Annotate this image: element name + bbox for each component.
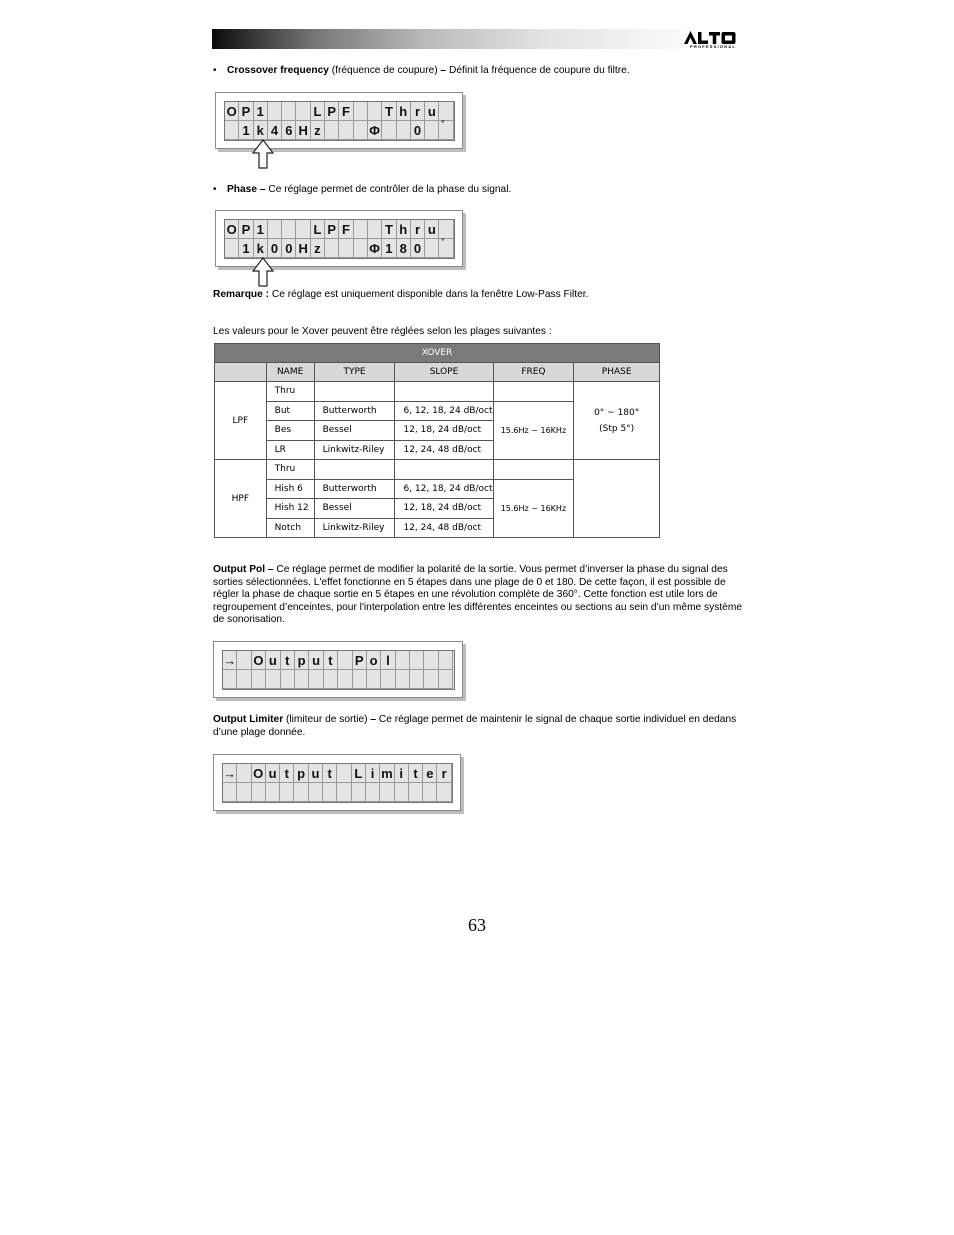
- lcd-char-cell: [223, 783, 237, 802]
- lcd-display-output-pol: [213, 641, 463, 698]
- lcd-char-cell: i: [395, 764, 409, 783]
- lcd-char-cell: [395, 783, 409, 802]
- lcd-char-cell: [382, 121, 396, 140]
- lcd-char-cell: [368, 220, 382, 239]
- lcd-char-cell: p: [295, 651, 309, 670]
- lcd-char-cell: [381, 670, 395, 689]
- xover-intro: Les valeurs pour le Xover peuvent être réglées selon les plages suivantes :: [213, 326, 552, 337]
- lcd-char-cell: 0: [282, 239, 296, 258]
- lcd-char-cell: L: [311, 102, 325, 121]
- lcd-char-cell: O: [225, 102, 239, 121]
- cell-slope: 12, 18, 24 dB/oct: [395, 499, 493, 519]
- table-header-type: TYPE: [314, 363, 395, 382]
- lcd-char-cell: [367, 670, 381, 689]
- lcd-char-cell: [252, 783, 266, 802]
- cell-type: Butterworth: [314, 479, 395, 499]
- lcd-char-cell: [223, 670, 237, 689]
- lcd-char-cell: [282, 220, 296, 239]
- cell-type: Bessel: [314, 499, 395, 519]
- lcd-char-cell: [337, 783, 351, 802]
- cell-name: But: [266, 401, 314, 421]
- lcd-char-cell: [237, 651, 251, 670]
- table-header-slope: SLOPE: [395, 363, 493, 382]
- lcd-char-cell: [410, 651, 424, 670]
- output-pol-dash: –: [265, 564, 274, 575]
- lcd-char-cell: [294, 783, 308, 802]
- phase-range-cell: [574, 382, 660, 460]
- lcd-char-cell: k: [254, 239, 268, 258]
- cell-slope: 6, 12, 18, 24 dB/oct: [395, 479, 493, 499]
- lcd-char-cell: z: [311, 239, 325, 258]
- lcd-char-cell: [366, 783, 380, 802]
- lcd-char-cell: m: [380, 764, 394, 783]
- lcd-char-cell: [439, 670, 453, 689]
- output-pol-text: Ce réglage permet de modifier la polarité de la sortie. Vous permet d’inverser la phase du signal des sorties sélectionnées. L'effet fonctionne en 5 étapes dans une plage de 0 et 180. De cette façon, il est possible de régler la phase de chaque sortie en 5 étapes en une révolution complète de 360°. Cette fonction est utile lors de regroupement d’enceintes, pour l'interpolation entre les différentes enceintes ou sections au sein d’un même système de sonorisation.: [213, 564, 742, 626]
- lcd-char-cell: [266, 670, 280, 689]
- lcd-char-cell: [266, 783, 280, 802]
- up-arrow-icon: [252, 139, 274, 169]
- lcd-char-cell: 1: [239, 121, 253, 140]
- lcd-char-cell: [423, 783, 437, 802]
- lcd-char-cell: T: [382, 220, 396, 239]
- alto-logo: [684, 31, 742, 49]
- cell-type: [314, 382, 395, 402]
- lcd-char-cell: l: [381, 651, 395, 670]
- table-header-freq: FREQ: [493, 363, 574, 382]
- lcd-char-cell: [282, 102, 296, 121]
- degree-symbol: °: [441, 237, 445, 246]
- lcd-char-cell: [396, 670, 410, 689]
- lcd-char-cell: [353, 670, 367, 689]
- lpf-group-label: LPF: [215, 382, 267, 460]
- lcd-char-cell: P: [353, 651, 367, 670]
- lcd-char-cell: [237, 670, 251, 689]
- cell-name: LR: [266, 440, 314, 460]
- crossover-paragraph: [227, 65, 630, 78]
- lcd-char-cell: u: [266, 651, 280, 670]
- lcd-char-cell: u: [425, 220, 439, 239]
- lcd-char-cell: L: [311, 220, 325, 239]
- lcd-char-cell: H: [296, 239, 310, 258]
- lcd-char-cell: t: [409, 764, 423, 783]
- table-header-phase: PHASE: [574, 363, 660, 382]
- lcd-char-cell: 1: [382, 239, 396, 258]
- lcd-char-cell: [437, 783, 451, 802]
- lcd-char-cell: P: [325, 220, 339, 239]
- crossover-paren: (fréquence de coupure): [328, 65, 441, 76]
- lcd-char-cell: r: [411, 102, 425, 121]
- lcd-char-cell: [338, 670, 352, 689]
- lcd-char-cell: F: [339, 220, 353, 239]
- phase-text: Ce réglage permet de contrôler de la phase du signal.: [265, 184, 512, 195]
- alto-logo-word: [684, 31, 742, 44]
- lcd-char-cell: [337, 764, 351, 783]
- lcd-char-cell: P: [239, 220, 253, 239]
- lcd-char-cell: [309, 783, 323, 802]
- lcd-char-cell: [296, 220, 310, 239]
- lcd-char-cell: i: [366, 764, 380, 783]
- lcd-char-cell: r: [411, 220, 425, 239]
- lcd-char-cell: [339, 239, 353, 258]
- lcd-char-cell: h: [397, 102, 411, 121]
- lcd-char-cell: [439, 651, 453, 670]
- hpf-freq-range: 15.6Hz ~ 16KHz: [493, 479, 574, 538]
- cell-name: Bes: [266, 421, 314, 441]
- degree-symbol: °: [441, 119, 445, 128]
- crossover-dash: –: [440, 65, 447, 76]
- cell-type: Linkwitz-Riley: [314, 518, 395, 538]
- lcd-char-cell: [368, 102, 382, 121]
- cell-type: Bessel: [314, 421, 395, 441]
- lcd-grid: [222, 763, 453, 803]
- lcd-char-cell: t: [323, 764, 337, 783]
- lcd-char-cell: u: [309, 764, 323, 783]
- xover-table-title: XOVER: [215, 344, 660, 363]
- lcd-char-cell: k: [254, 121, 268, 140]
- lcd-char-cell: u: [309, 651, 323, 670]
- header-gradient-bar: [212, 29, 682, 49]
- lcd-char-cell: t: [324, 651, 338, 670]
- remarque-label: Remarque :: [213, 289, 270, 300]
- lcd-char-cell: Φ: [368, 239, 382, 258]
- lcd-char-cell: [425, 237, 445, 258]
- lcd-char-cell: P: [325, 102, 339, 121]
- lcd-char-cell: z: [311, 121, 325, 140]
- output-limiter-text: Ce réglage permet de maintenir le signal de chaque sortie individuel en dedans d’une plage donnée.: [213, 714, 737, 738]
- cell-name: Hish 6: [266, 479, 314, 499]
- lcd-char-cell: 1: [254, 220, 268, 239]
- lcd-grid: [222, 650, 455, 690]
- lcd-char-cell: [354, 239, 368, 258]
- lcd-char-cell: [338, 651, 352, 670]
- lcd-char-cell: [352, 783, 366, 802]
- lcd-char-cell: [354, 102, 368, 121]
- hpf-group-label: HPF: [215, 460, 267, 538]
- bullet-marker: •: [213, 65, 217, 76]
- lcd-char-cell: [425, 119, 445, 140]
- remarque-paragraph: [213, 289, 588, 302]
- lcd-char-cell: O: [252, 651, 266, 670]
- lcd-char-cell: u: [425, 102, 439, 121]
- cell-slope: 12, 24, 48 dB/oct: [395, 440, 493, 460]
- lcd-char-cell: [237, 764, 251, 783]
- lcd-char-cell: [325, 239, 339, 258]
- cell-name: Thru: [266, 460, 314, 480]
- lcd-char-cell: F: [339, 102, 353, 121]
- cell-freq-empty: [493, 382, 574, 402]
- lcd-char-cell: 6: [282, 121, 296, 140]
- lcd-char-cell: [225, 121, 239, 140]
- lcd-char-cell: [396, 651, 410, 670]
- lcd-char-cell: 0: [411, 239, 425, 258]
- lcd-char-cell: O: [252, 764, 266, 783]
- lcd-char-cell: [281, 670, 295, 689]
- table-header-empty: [215, 363, 267, 382]
- lcd-display-output-limiter: [213, 754, 461, 811]
- output-limiter-dash: –: [370, 714, 377, 725]
- up-arrow-icon: [252, 257, 274, 287]
- lcd-char-cell: [424, 670, 438, 689]
- lcd-char-cell: T: [382, 102, 396, 121]
- output-limiter-label: Output Limiter: [213, 714, 284, 725]
- lcd-char-cell: →: [223, 764, 237, 783]
- lcd-char-cell: [323, 783, 337, 802]
- lcd-grid: [224, 219, 455, 259]
- lcd-grid: [224, 101, 455, 141]
- lcd-char-cell: [324, 670, 338, 689]
- lcd-char-cell: 8: [397, 239, 411, 258]
- phase-dash: –: [257, 184, 266, 195]
- lcd-char-cell: H: [296, 121, 310, 140]
- cell-slope: 12, 24, 48 dB/oct: [395, 518, 493, 538]
- lcd-char-cell: 4: [268, 121, 282, 140]
- cell-freq-empty: [493, 460, 574, 480]
- cell-slope: 12, 18, 24 dB/oct: [395, 421, 493, 441]
- xover-table: [214, 343, 660, 538]
- lcd-char-cell: [380, 783, 394, 802]
- lcd-char-cell: [354, 220, 368, 239]
- lcd-char-cell: 1: [254, 102, 268, 121]
- remarque-text: Ce réglage est uniquement disponible dans la fenêtre Low-Pass Filter.: [269, 289, 589, 300]
- lcd-char-cell: t: [281, 651, 295, 670]
- lcd-char-cell: [439, 121, 453, 140]
- lcd-char-cell: e: [423, 764, 437, 783]
- cell-name: Hish 12: [266, 499, 314, 519]
- lcd-char-cell: 0: [411, 121, 425, 140]
- lcd-char-cell: t: [280, 764, 294, 783]
- lcd-char-cell: o: [367, 651, 381, 670]
- lcd-char-cell: [268, 102, 282, 121]
- bullet-marker: •: [213, 184, 217, 195]
- output-limiter-paragraph: [213, 714, 743, 739]
- output-pol-paragraph: [213, 564, 743, 627]
- lcd-char-cell: [409, 783, 423, 802]
- cell-name: Notch: [266, 518, 314, 538]
- phase-label: Phase: [227, 184, 258, 195]
- lcd-char-cell: 1: [239, 239, 253, 258]
- lcd-char-cell: [268, 220, 282, 239]
- lcd-char-cell: [339, 121, 353, 140]
- cell-name: Thru: [266, 382, 314, 402]
- phase-paragraph: [227, 184, 511, 197]
- page-number: 63: [468, 915, 486, 935]
- lcd-char-cell: [280, 783, 294, 802]
- lcd-char-cell: r: [437, 764, 451, 783]
- logo-subtitle: PROFESSIONAL: [690, 44, 736, 49]
- lcd-char-cell: [295, 670, 309, 689]
- lcd-char-cell: u: [266, 764, 280, 783]
- lcd-char-cell: P: [239, 102, 253, 121]
- hpf-phase-empty: [574, 460, 660, 538]
- output-limiter-paren: (limiteur de sortie): [283, 714, 371, 725]
- lcd-char-cell: p: [294, 764, 308, 783]
- lcd-char-cell: [397, 121, 411, 140]
- phase-range-line1: 0° ~ 180°: [594, 407, 640, 418]
- lcd-char-cell: [252, 670, 266, 689]
- lcd-char-cell: [237, 783, 251, 802]
- cell-slope: [395, 460, 493, 480]
- lcd-char-cell: 0: [268, 239, 282, 258]
- phase-range-line2: (Stp 5°): [599, 423, 635, 434]
- table-row: [215, 382, 660, 402]
- crossover-label: Crossover frequency: [227, 65, 329, 76]
- lcd-char-cell: →: [223, 651, 237, 670]
- lcd-char-cell: [410, 670, 424, 689]
- table-row: [215, 460, 660, 480]
- cell-type: Butterworth: [314, 401, 395, 421]
- lcd-char-cell: [354, 121, 368, 140]
- table-header-name: NAME: [266, 363, 314, 382]
- lcd-char-cell: h: [397, 220, 411, 239]
- cell-type: [314, 460, 395, 480]
- lcd-char-cell: [424, 651, 438, 670]
- lcd-char-cell: [309, 670, 323, 689]
- lcd-char-cell: [325, 121, 339, 140]
- cell-slope: 6, 12, 18, 24 dB/oct: [395, 401, 493, 421]
- crossover-text: Définit la fréquence de coupure du filtre.: [446, 65, 630, 76]
- cell-type: Linkwitz-Riley: [314, 440, 395, 460]
- lcd-char-cell: [439, 239, 453, 258]
- lcd-char-cell: Φ: [368, 121, 382, 140]
- lcd-char-cell: O: [225, 220, 239, 239]
- output-pol-label: Output Pol: [213, 564, 266, 575]
- cell-slope: [395, 382, 493, 402]
- lcd-char-cell: [225, 239, 239, 258]
- lcd-char-cell: [296, 102, 310, 121]
- lpf-freq-range: 15.6Hz ~ 16KHz: [493, 401, 574, 460]
- lcd-char-cell: L: [352, 764, 366, 783]
